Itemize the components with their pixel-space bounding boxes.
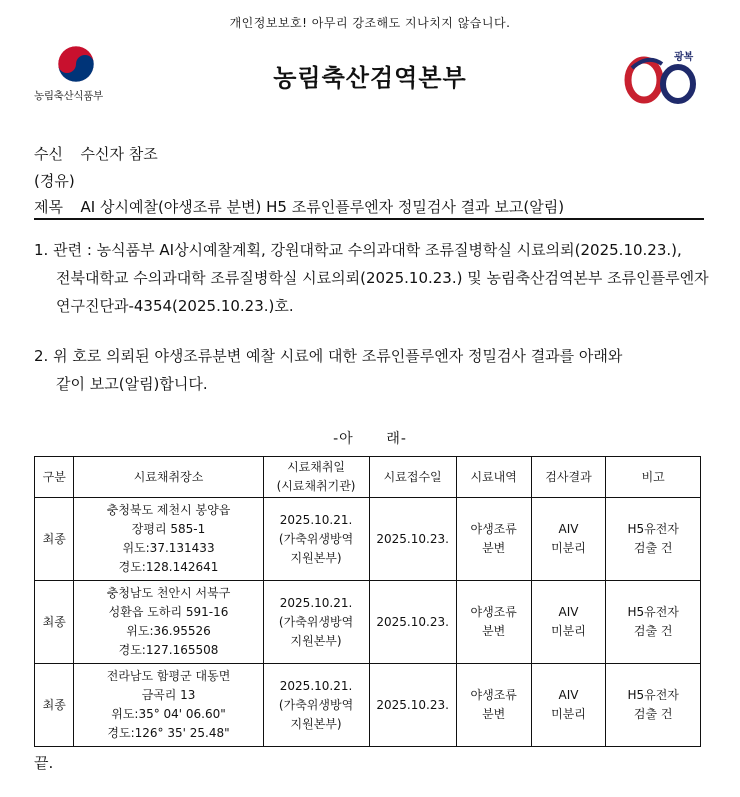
paragraph-2-line: 2. 위 호로 의뢰된 야생조류분변 예찰 시료에 대한 조류인플루엔자 정밀검사 결과를 아래와: [34, 347, 623, 365]
cell-location: 전라남도 함평군 대동면 금곡리 13 위도:35° 04' 06.60" 경도:126° 35' 25.48": [74, 664, 263, 747]
paragraph-1-line: 전북대학교 수의과대학 조류질병학실 시료의뢰(2025.10.23.) 및 농림축산검역본부 조류인플루엔자: [56, 269, 709, 287]
cell-sample-type: 야생조류 분변: [456, 498, 531, 581]
results-table: [34, 456, 701, 747]
liberation-80-logo: [622, 46, 704, 106]
cell-location: 충청남도 천안시 서북구 성환읍 도하리 591-16 위도:36.95526 경도:127.165508: [74, 581, 263, 664]
cell-received-date: 2025.10.23.: [369, 581, 456, 664]
cell-note: H5유전자 검출 건: [606, 498, 701, 581]
subject-line: [34, 196, 564, 217]
header-location: 시료채취장소: [74, 457, 263, 498]
liberation-logo-text: 광복: [674, 52, 694, 63]
recipient-line: [34, 143, 158, 164]
subject-label: 제목: [34, 198, 63, 216]
table-row: [35, 664, 701, 747]
header-category: 구분: [35, 457, 74, 498]
cell-category: 최종: [35, 664, 74, 747]
header-result: 검사결과: [531, 457, 606, 498]
section-heading: -아 래-: [333, 431, 407, 447]
table-header-row: [35, 457, 701, 498]
paragraph-1-line: 1. 관련 : 농식품부 AI상시예찰계획, 강원대학교 수의과대학 조류질병학실 시료의뢰(2025.10.23.),: [34, 241, 682, 259]
paragraph-1-line: 연구진단과-4354(2025.10.23.)호.: [56, 297, 294, 315]
cell-result: AIV 미분리: [531, 581, 606, 664]
header-sample-date: 시료채취일 (시료채취기관): [263, 457, 369, 498]
cell-sample-date: 2025.10.21. (가축위생방역 지원본부): [263, 498, 369, 581]
cell-result: AIV 미분리: [531, 664, 606, 747]
cell-note: H5유전자 검출 건: [606, 581, 701, 664]
header-divider: [34, 218, 704, 220]
via-line: (경유): [34, 172, 75, 190]
cell-sample-date: 2025.10.21. (가축위생방역 지원본부): [263, 581, 369, 664]
cell-received-date: 2025.10.23.: [369, 664, 456, 747]
cell-category: 최종: [35, 498, 74, 581]
ministry-logo-text: 농림축산식품부: [34, 90, 103, 102]
recipient-label: 수신: [34, 145, 63, 163]
header-received-date: 시료접수일: [369, 457, 456, 498]
paragraph-2-line: 같이 보고(알림)합니다.: [56, 375, 208, 393]
agency-title: 농림축산검역본부: [273, 64, 467, 92]
paragraph-2: [34, 342, 706, 398]
recipient-value: 수신자 참조: [80, 145, 158, 163]
privacy-notice: 개인정보보호! 아무리 강조해도 지나치지 않습니다.: [229, 16, 511, 30]
table-row: [35, 498, 701, 581]
cell-result: AIV 미분리: [531, 498, 606, 581]
header-note: 비고: [606, 457, 701, 498]
cell-category: 최종: [35, 581, 74, 664]
subject-value: AI 상시예찰(야생조류 분변) H5 조류인플루엔자 정밀검사 결과 보고(알림): [80, 198, 565, 216]
header-sample-type: 시료내역: [456, 457, 531, 498]
cell-received-date: 2025.10.23.: [369, 498, 456, 581]
table-row: [35, 581, 701, 664]
cell-sample-type: 야생조류 분변: [456, 581, 531, 664]
cell-note: H5유전자 검출 건: [606, 664, 701, 747]
paragraph-1: [34, 236, 709, 320]
cell-sample-date: 2025.10.21. (가축위생방역 지원본부): [263, 664, 369, 747]
cell-location: 충청북도 제천시 봉양읍 장평리 585-1 위도:37.131433 경도:128.142641: [74, 498, 263, 581]
cell-sample-type: 야생조류 분변: [456, 664, 531, 747]
end-mark: 끝.: [34, 754, 54, 772]
